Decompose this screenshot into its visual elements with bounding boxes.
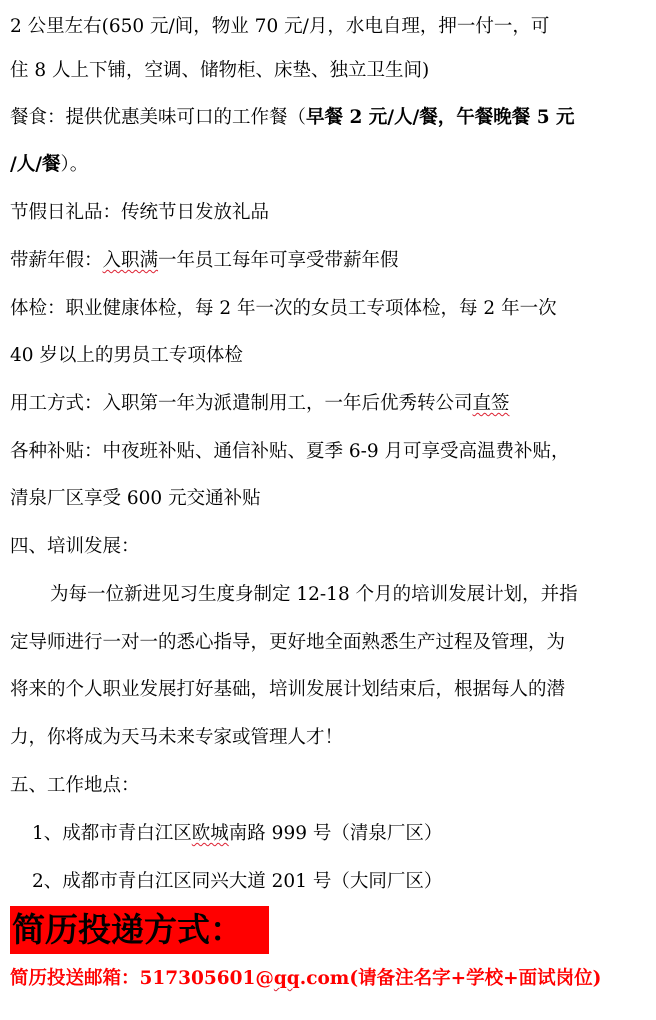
- resume-email-line: 简历投送邮箱：517305601@qq.com(请备注名字+学校+面试岗位): [10, 968, 602, 989]
- training-para-line-1: 为每一位新进见习生度身制定 12-18 个月的培训发展计划，并指: [50, 584, 578, 605]
- subsidies-line-2: 清泉厂区享受 600 元交通补贴: [10, 488, 261, 509]
- meal-prices-bold: 早餐 2 元/人/餐，午餐晚餐 5 元: [306, 107, 575, 128]
- training-para-line-2: 定导师进行一对一的悉心指导，更好地全面熟悉生产过程及管理，为: [10, 632, 566, 653]
- meal-unit-bold: /人/餐: [10, 154, 61, 175]
- employment-type-line: 用工方式：入职第一年为派遣制用工，一年后优秀转公司直签: [10, 393, 510, 414]
- section-heading-training: 四、培训发展：: [10, 536, 140, 557]
- housing-line-2: 住 8 人上下铺，空调、储物柜、床垫、独立卫生间): [10, 60, 430, 81]
- meals-line-2: /人/餐）。: [10, 154, 89, 175]
- spellcheck-mark: 入职满: [102, 250, 159, 271]
- spellcheck-mark: 欧城: [191, 823, 229, 844]
- address-2: 2、成都市青白江区同兴大道 201 号（大同厂区）: [32, 871, 443, 892]
- resume-submission-banner: 简历投递方式：: [10, 906, 269, 954]
- address-1: 1、成都市青白江区欧城南路 999 号（清泉厂区）: [32, 823, 443, 844]
- email-note: (请备注名字+学校+面试岗位): [349, 968, 602, 989]
- holiday-gifts-line: 节假日礼品：传统节日发放礼品: [10, 202, 270, 223]
- paid-leave-line: 带薪年假：入职满一年员工每年可享受带薪年假: [10, 250, 399, 271]
- health-check-line-1: 体检：职业健康体检，每 2 年一次的女员工专项体检，每 2 年一次: [10, 298, 557, 319]
- meals-line-1: 餐食：提供优惠美味可口的工作餐（早餐 2 元/人/餐，午餐晚餐 5 元: [10, 107, 575, 128]
- email-address[interactable]: 517305601@qq.com: [139, 968, 350, 989]
- subsidies-line-1: 各种补贴：中夜班补贴、通信补贴、夏季 6-9 月可享受高温费补贴，: [10, 441, 570, 462]
- training-para-line-3: 将来的个人职业发展打好基础，培训发展计划结束后，根据每人的潜: [10, 679, 566, 700]
- training-para-line-4: 力，你将成为天马未来专家或管理人才！: [10, 727, 344, 748]
- housing-line-1: 2 公里左右(650 元/间，物业 70 元/月，水电自理，押一付一，可: [10, 16, 550, 37]
- health-check-line-2: 40 岁以上的男员工专项体检: [10, 345, 243, 366]
- spellcheck-mark: qq: [273, 968, 300, 989]
- spellcheck-mark: 直签: [472, 393, 510, 414]
- section-heading-location: 五、工作地点：: [10, 775, 140, 796]
